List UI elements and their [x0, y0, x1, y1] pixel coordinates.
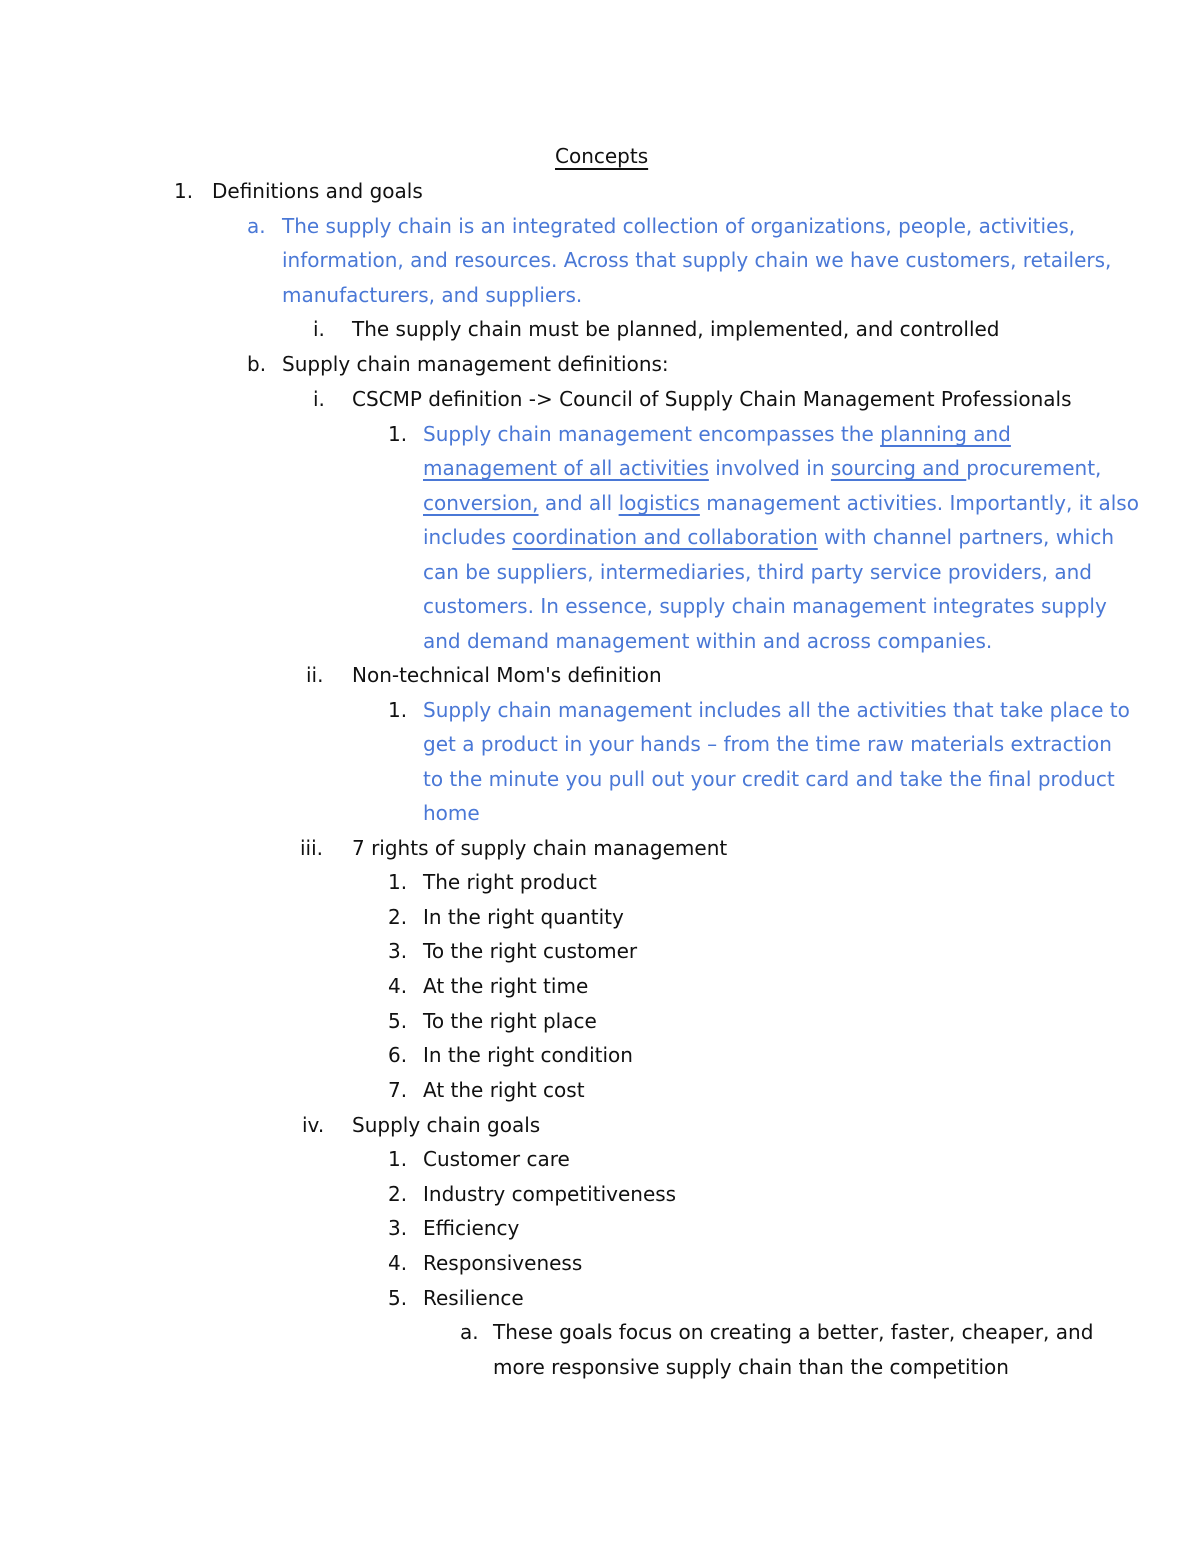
paragraph-line: and demand management within and across companies. — [423, 629, 993, 653]
list-item-text: Efficiency — [423, 1216, 520, 1240]
underlined-text: logistics — [618, 491, 700, 515]
text-run: and all — [538, 491, 619, 515]
paragraph-line — [423, 458, 1101, 478]
text-run: includes — [423, 525, 513, 549]
section-heading: Definitions and goals — [212, 179, 423, 203]
list-marker: 3. — [388, 939, 408, 963]
paragraph-line — [423, 493, 1139, 513]
paragraph-line: Supply chain management includes all the activities that take place to — [423, 698, 1130, 722]
paragraph-line: information, and resources. Across that supply chain we have customers, retailers, — [282, 248, 1112, 272]
paragraph-line — [423, 527, 1114, 547]
list-marker: 3. — [388, 1216, 408, 1240]
paragraph-line: home — [423, 801, 480, 825]
underlined-text: conversion, — [423, 491, 539, 515]
paragraph-line: customers. In essence, supply chain management integrates supply — [423, 594, 1107, 618]
list-marker: i. — [313, 387, 325, 411]
underlined-text: sourcing and — [830, 456, 967, 480]
text-run: management activities. Importantly, it also — [699, 491, 1139, 515]
list-marker: a. — [460, 1320, 479, 1344]
list-marker: 1. — [388, 698, 408, 722]
list-marker: 5. — [388, 1286, 408, 1310]
list-marker: 4. — [388, 974, 408, 998]
list-item-text: Customer care — [423, 1147, 570, 1171]
list-item-text: Supply chain goals — [352, 1113, 541, 1137]
list-item-text: The supply chain must be planned, implemented, and controlled — [352, 317, 1000, 341]
paragraph-line: to the minute you pull out your credit card and take the final product — [423, 767, 1115, 791]
list-item-text: To the right place — [423, 1009, 597, 1033]
list-marker: 1. — [174, 179, 194, 203]
list-item-text: At the right cost — [423, 1078, 585, 1102]
list-marker: i. — [313, 317, 325, 341]
list-item-text: In the right condition — [423, 1043, 633, 1067]
list-item-text: Resilience — [423, 1286, 524, 1310]
list-marker: 2. — [388, 1182, 408, 1206]
paragraph-line: can be suppliers, intermediaries, third party service providers, and — [423, 560, 1092, 584]
list-marker: 1. — [388, 1147, 408, 1171]
paragraph-line: The supply chain is an integrated collection of organizations, people, activities, — [282, 214, 1076, 238]
page-title: Concepts — [555, 144, 649, 168]
list-item-text: The right product — [423, 870, 597, 894]
list-marker: b. — [247, 352, 267, 376]
text-run: procurement, — [966, 456, 1102, 480]
list-marker: 6. — [388, 1043, 408, 1067]
list-item-text: To the right customer — [423, 939, 638, 963]
list-marker: 2. — [388, 905, 408, 929]
list-item-text: Responsiveness — [423, 1251, 583, 1275]
underlined-text: planning and — [880, 422, 1011, 446]
list-marker: ii. — [306, 663, 324, 687]
list-marker: 7. — [388, 1078, 408, 1102]
paragraph-line: get a product in your hands – from the time raw materials extraction — [423, 732, 1112, 756]
list-item-text: In the right quantity — [423, 905, 624, 929]
subsection-heading: Supply chain management definitions: — [282, 352, 669, 376]
text-run: Supply chain management encompasses the — [423, 422, 881, 446]
list-item-text: At the right time — [423, 974, 589, 998]
list-item-text: Industry competitiveness — [423, 1182, 677, 1206]
paragraph-line: more responsive supply chain than the competition — [493, 1355, 1009, 1379]
list-marker: 1. — [388, 870, 408, 894]
list-item-text: CSCMP definition -> Council of Supply Chain Management Professionals — [352, 387, 1072, 411]
text-run: with channel partners, which — [817, 525, 1115, 549]
list-marker: 4. — [388, 1251, 408, 1275]
paragraph-line — [423, 424, 1011, 444]
list-marker: iv. — [302, 1113, 325, 1137]
paragraph-line: manufacturers, and suppliers. — [282, 283, 583, 307]
list-marker: 5. — [388, 1009, 408, 1033]
text-run: involved in — [708, 456, 831, 480]
underlined-text: management of all activities — [423, 456, 709, 480]
list-marker: 1. — [388, 422, 408, 446]
paragraph-line: These goals focus on creating a better, faster, cheaper, and — [493, 1320, 1094, 1344]
list-item-text: 7 rights of supply chain management — [352, 836, 728, 860]
list-marker: iii. — [300, 836, 324, 860]
list-item-text: Non-technical Mom's definition — [352, 663, 662, 687]
underlined-text: coordination and collaboration — [512, 525, 818, 549]
list-marker: a. — [247, 214, 266, 238]
